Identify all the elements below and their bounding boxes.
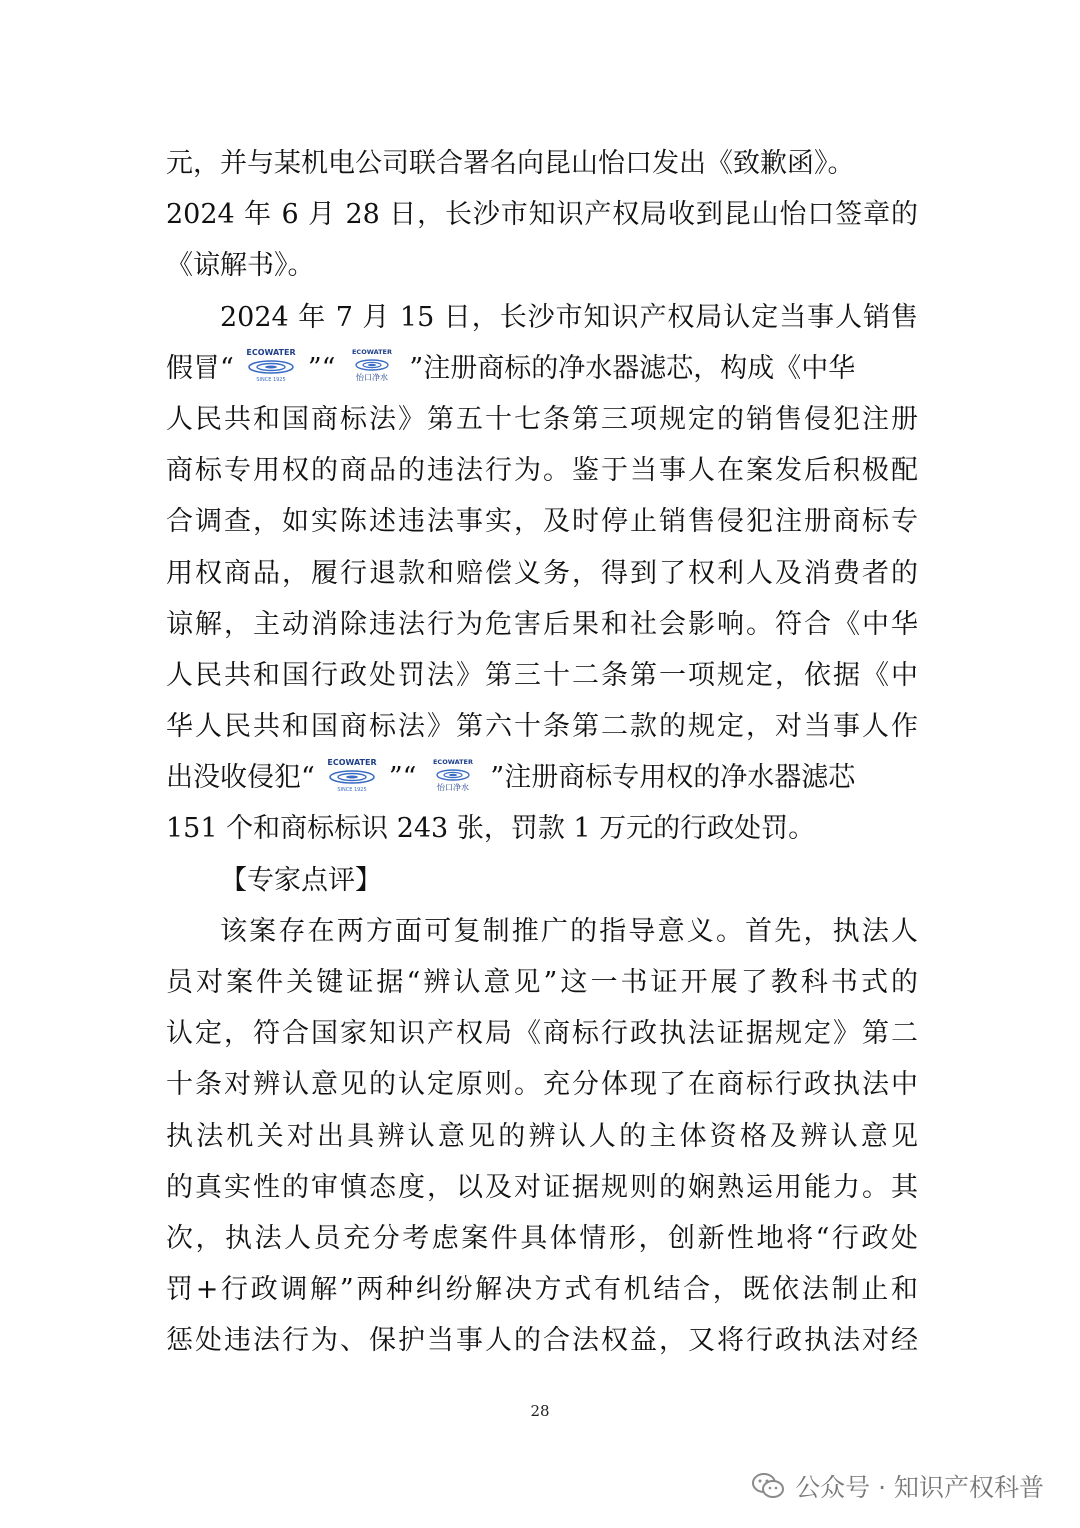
text-line-17: 员对案件关键证据“辨认意见”这一书证开展了教科书式的	[166, 967, 918, 998]
text-seg: ”“	[307, 352, 336, 384]
wechat-icon	[751, 1471, 785, 1501]
logo-wordmark: ECOWATER	[327, 757, 377, 767]
text-line-6: 人民共和国商标法》第五十七条第三项规定的销售侵犯注册	[166, 403, 918, 435]
logo-wordmark: ECOWATER	[352, 348, 393, 357]
text-seg: 假冒“	[166, 352, 234, 384]
text-line-2: 2024 年 6 月 28 日，长沙市知识产权局收到昆山怡口签章的	[166, 199, 918, 231]
text-line-10: 谅解，主动消除违法行为危害后果和社会影响。符合《中华	[166, 608, 918, 640]
document-body	[166, 138, 918, 1367]
text-line-20: 执法机关对出具辨认意见的辨认人的主体资格及辨认意见	[166, 1120, 918, 1152]
text-line-4: 2024 年 7 月 15 日，长沙市知识产权局认定当事人销售	[220, 301, 918, 333]
text-seg: ”“	[388, 762, 417, 794]
yikou-logo-image	[335, 346, 409, 386]
text-line-8: 合调查，如实陈述违法事实，及时停止销售侵犯注册商标专	[166, 506, 918, 538]
text-line-23: 罚+行政调解”两种纠纷解决方式有机结合，既依法制止和	[166, 1274, 918, 1306]
text-line-13	[166, 752, 918, 803]
text-line-21: 的真实性的审慎态度，以及对证据规则的娴熟运用能力。其	[166, 1171, 918, 1203]
watermark-text: 公众号 · 知识产权科普	[795, 1473, 1044, 1502]
text-line-9: 用权商品，履行退款和赔偿义务，得到了权利人及消费者的	[166, 557, 918, 589]
section-heading-expert-comment: 【专家点评】	[220, 864, 382, 896]
text-seg: ”注册商标的净水器滤芯，构成《中华	[409, 352, 856, 384]
logo-subtitle: SINCE 1925	[256, 377, 286, 384]
logo-chinese-name: 怡口净水	[356, 373, 389, 383]
logo-wordmark: ECOWATER	[433, 757, 474, 766]
ecowater-logo-image	[315, 756, 389, 796]
logo-subtitle: SINCE 1925	[337, 786, 367, 793]
text-line-5	[166, 343, 918, 394]
text-line-16: 该案存在两方面可复制推广的指导意义。首先，执法人	[220, 915, 918, 947]
text-line-19: 十条对辨认意见的认定原则。充分体现了在商标行政执法中	[166, 1069, 918, 1101]
page-number: 28	[530, 1402, 550, 1420]
text-line-18: 认定，符合国家知识产权局《商标行政执法证据规定》第二	[166, 1018, 918, 1050]
text-line-11: 人民共和国行政处罚法》第三十二条第一项规定，依据《中	[166, 659, 918, 691]
logo-wordmark: ECOWATER	[246, 348, 296, 358]
text-seg: 出没收侵犯“	[166, 762, 315, 794]
text-line-22: 次，执法人员充分考虑案件具体情形，创新性地将“行政处	[166, 1222, 918, 1254]
logo-chinese-name: 怡口净水	[437, 782, 470, 792]
text-line-3: 《谅解书》。	[166, 250, 315, 282]
text-line-14: 151 个和商标标识 243 张，罚款 1 万元的行政处罚。	[166, 813, 816, 845]
wechat-watermark	[751, 1466, 1044, 1506]
text-seg: ”注册商标专用权的净水器滤芯	[490, 762, 856, 794]
text-line-24: 惩处违法行为、保护当事人的合法权益，又将行政执法对经	[166, 1325, 918, 1357]
text-line-1: 元，并与某机电公司联合署名向昆山怡口发出《致歉函》。	[166, 148, 855, 179]
ecowater-logo-image	[234, 346, 308, 386]
text-line-7: 商标专用权的商品的违法行为。鉴于当事人在案发后积极配	[166, 455, 918, 487]
text-line-12: 华人民共和国商标法》第六十条第二款的规定，对当事人作	[166, 711, 918, 743]
yikou-logo-image	[416, 756, 490, 796]
